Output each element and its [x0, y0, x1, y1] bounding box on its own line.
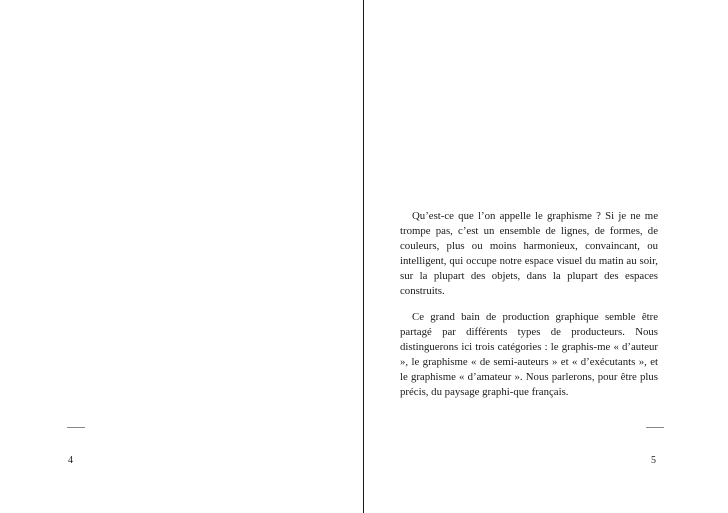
paragraph: Qu’est-ce que l’on appelle le graphisme ? Si je ne me trompe pas, c’est un ensemble de lignes, de formes, de couleurs, plus ou moins harmonieux, convaincant, ou intelligent, qui occupe notre espace visuel du matin au soir, sur la plupart des objets, dans la plupart des espaces construits.: [400, 210, 658, 297]
right-page: [364, 0, 728, 513]
body-text: [400, 209, 658, 400]
page-number: 4: [68, 455, 73, 466]
page-number: 5: [651, 455, 656, 466]
left-page: [0, 0, 363, 513]
running-head-mark: [67, 426, 85, 429]
paragraph: Ce grand bain de production graphique semble être partagé par différents types de producteurs. Nous distinguerons ici trois catégories : le graphis-me « d’auteur », le graphisme « de semi-auteurs » et « d’exécutants », et le graphisme « d’amateur ». Nous parlerons, pour être plus précis, du paysage graphi-que français.: [400, 311, 658, 398]
running-head-mark: [646, 426, 664, 429]
